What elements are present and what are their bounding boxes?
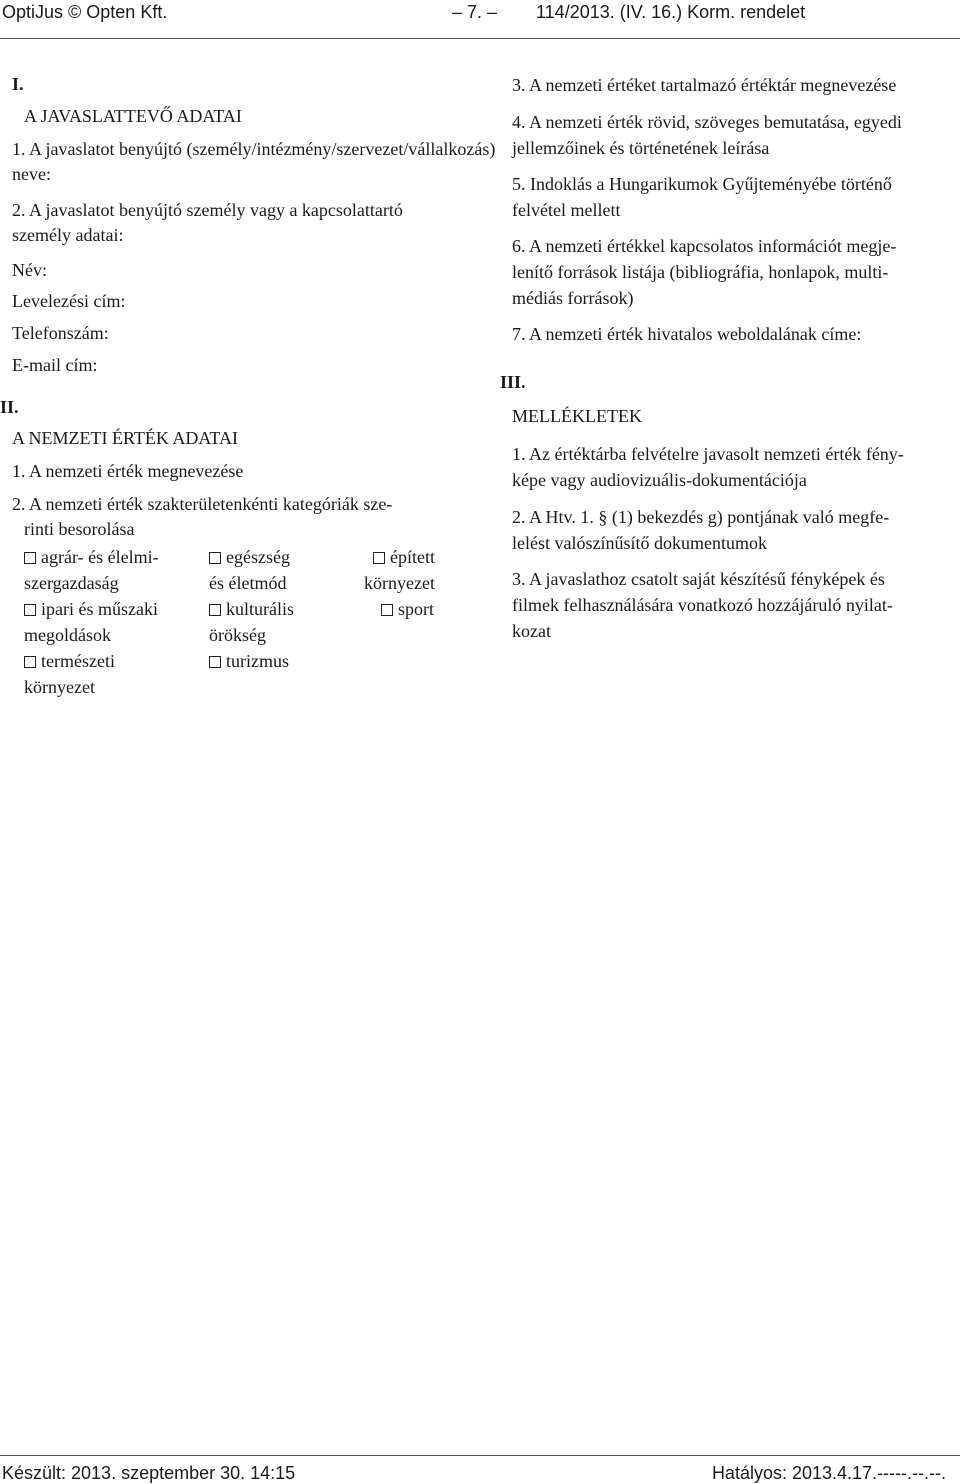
header-rule bbox=[0, 38, 960, 39]
category-built-environment[interactable]: épített bbox=[373, 546, 435, 568]
attachment-1-line1: 1. Az értéktárba felvételre javasolt nemzeti érték fény- bbox=[512, 444, 904, 464]
field-phone-label: Telefonszám: bbox=[12, 323, 109, 343]
checkbox-icon[interactable] bbox=[209, 604, 221, 616]
header-page-number: – 7. – bbox=[452, 2, 498, 22]
item-1-line1: 1. A javaslatot benyújtó (személy/intézmény/szervezet/vállalkozás) bbox=[12, 139, 496, 159]
category-industry-line2: megoldások bbox=[24, 625, 111, 645]
field-address-label: Levelezési cím: bbox=[12, 291, 126, 311]
item-5-line2: felvétel mellett bbox=[512, 200, 621, 220]
attachment-2-line2: lelést valószínűsítő dokumentumok bbox=[512, 533, 767, 553]
checkbox-icon[interactable] bbox=[209, 656, 221, 668]
item-4-line1: 4. A nemzeti érték rövid, szöveges bemutatása, egyedi bbox=[512, 112, 902, 132]
item-2-line1: 2. A javaslatot benyújtó személy vagy a kapcsolattartó bbox=[12, 200, 403, 220]
checkbox-icon[interactable] bbox=[24, 604, 36, 616]
attachment-1-line2: képe vagy audiovizuális-dokumentációja bbox=[512, 470, 807, 490]
attachment-3-line2: filmek felhasználására vonatkozó hozzájáruló nyilat- bbox=[512, 595, 893, 615]
section-1-title: A JAVASLATTEVŐ ADATAI bbox=[24, 106, 242, 126]
header-regulation: 114/2013. (IV. 16.) Korm. rendelet bbox=[536, 2, 806, 22]
checkbox-icon[interactable] bbox=[381, 604, 393, 616]
section-3-title: MELLÉKLETEK bbox=[512, 406, 642, 426]
item-3: 3. A nemzeti értéket tartalmazó értéktár megnevezése bbox=[512, 75, 897, 95]
item-2-line2: személy adatai: bbox=[12, 225, 124, 245]
section-2-item-1: 1. A nemzeti érték megnevezése bbox=[12, 461, 244, 481]
category-culture-line2: örökség bbox=[209, 625, 266, 645]
checkbox-icon[interactable] bbox=[373, 552, 385, 564]
category-health-line2: és életmód bbox=[209, 573, 287, 593]
item-6-line1: 6. A nemzeti értékkel kapcsolatos információt megje- bbox=[512, 236, 897, 256]
section-2-number: II. bbox=[0, 397, 19, 417]
item-6-line2: lenítő források listája (bibliográfia, honlapok, multi- bbox=[512, 262, 889, 282]
attachment-2-line1: 2. A Htv. 1. § (1) bekezdés g) pontjának való megfe- bbox=[512, 507, 890, 527]
category-industry[interactable]: ipari és műszaki bbox=[24, 598, 158, 620]
field-email-label: E-mail cím: bbox=[12, 355, 98, 375]
footer-effective: Hatályos: 2013.4.17.-----.--.--. bbox=[711, 1463, 946, 1483]
item-7: 7. A nemzeti érték hivatalos weboldalának címe: bbox=[512, 324, 862, 344]
item-1-line2: neve: bbox=[12, 164, 51, 184]
section-2-title: A NEMZETI ÉRTÉK ADATAI bbox=[12, 428, 238, 448]
category-nature[interactable]: természeti bbox=[24, 650, 115, 672]
category-culture[interactable]: kulturális bbox=[209, 598, 294, 620]
footer-created: Készült: 2013. szeptember 30. 14:15 bbox=[2, 1463, 296, 1483]
section-2-item-2-line2: rinti besorolása bbox=[24, 519, 135, 539]
category-tourism[interactable]: turizmus bbox=[209, 650, 289, 672]
attachment-3-line3: kozat bbox=[512, 621, 551, 641]
category-agriculture-line2: szergazdaság bbox=[24, 573, 119, 593]
item-6-line3: médiás források) bbox=[512, 288, 634, 308]
section-1-number: I. bbox=[12, 74, 24, 94]
attachment-3-line1: 3. A javaslathoz csatolt saját készítésű fényképek és bbox=[512, 569, 885, 589]
category-built-environment-line2: környezet bbox=[364, 573, 435, 593]
item-4-line2: jellemzőinek és történetének leírása bbox=[512, 138, 770, 158]
checkbox-icon[interactable] bbox=[24, 656, 36, 668]
field-name-label: Név: bbox=[12, 260, 47, 280]
category-health[interactable]: egészség bbox=[209, 546, 290, 568]
category-agriculture[interactable]: agrár- és élelmi- bbox=[24, 546, 159, 568]
footer-rule bbox=[0, 1455, 960, 1456]
item-5-line1: 5. Indoklás a Hungarikumok Gyűjteményébe történő bbox=[512, 174, 892, 194]
category-nature-line2: környezet bbox=[24, 677, 95, 697]
checkbox-icon[interactable] bbox=[209, 552, 221, 564]
header-publisher: OptiJus © Opten Kft. bbox=[2, 2, 168, 22]
category-sport[interactable]: sport bbox=[381, 598, 434, 620]
section-2-item-2-line1: 2. A nemzeti érték szakterületenkénti kategóriák sze- bbox=[12, 494, 393, 514]
section-3-number: III. bbox=[500, 372, 526, 392]
checkbox-icon[interactable] bbox=[24, 552, 36, 564]
